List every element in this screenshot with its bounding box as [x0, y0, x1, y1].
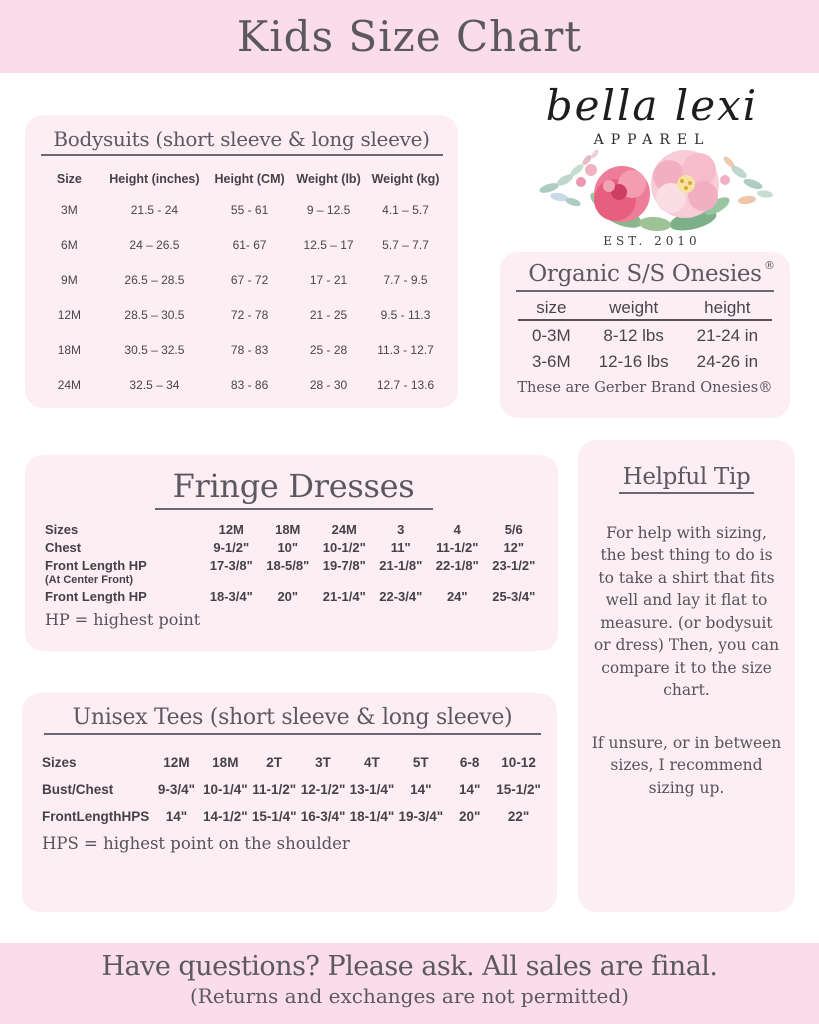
cell-value: 10-12 — [501, 755, 536, 770]
table-row — [45, 520, 542, 538]
cell-value: 19-7/8" — [322, 557, 366, 573]
brand-subtitle: APPAREL — [593, 132, 711, 148]
row-label: 6M — [61, 237, 78, 252]
row-label: Bust/Chest — [42, 782, 114, 797]
footer-returns-text: (Returns and exchanges are not permitted) — [190, 984, 629, 1008]
cell-value: 9-1/2" — [213, 539, 250, 555]
cell-value: 12-1/2" — [300, 782, 346, 797]
cell-value: 28 - 30 — [309, 377, 348, 392]
unisex-tees-section — [22, 693, 557, 912]
cell-value — [429, 574, 486, 587]
tip-paragraph-2: If unsure, or in between sizes, I recommend sizing up. — [591, 733, 782, 797]
fringe-title: Fringe Dresses — [172, 467, 415, 505]
organic-table — [518, 298, 772, 373]
brand-established: EST. 2010 — [603, 234, 701, 248]
tip-paragraph-1: For help with sizing, the best thing to do is to take a shirt that fits well and lay it flat to measure. (or bodysuit or dress) Then, you can compare it to the size chart. — [593, 524, 780, 700]
cell-value: 9.5 - 11.3 — [380, 307, 431, 322]
registered-trademark-symbol: ® — [763, 259, 775, 272]
table-row — [39, 192, 444, 227]
cell-value: 83 - 86 — [230, 377, 269, 392]
row-label: 3-6M — [531, 352, 571, 371]
cell-value — [486, 574, 543, 587]
table-row — [39, 367, 444, 402]
cell-value: 21-1/8" — [379, 557, 423, 573]
cell-value: 10-1/2" — [322, 539, 366, 555]
organic-title: Organic S/S Onesies ® — [528, 259, 775, 287]
cell-value: 28.5 – 30.5 — [124, 307, 185, 322]
unisex-title-rule — [44, 733, 541, 735]
bodysuits-table — [39, 164, 444, 402]
cell-value: 12.5 – 17 — [303, 237, 354, 252]
organic-title-rule — [516, 290, 774, 292]
cell-value: 17 - 21 — [309, 272, 348, 287]
cell-value: 12M — [163, 755, 190, 770]
cell-value: 24" — [446, 588, 468, 604]
table-row — [39, 297, 444, 332]
table-row — [45, 587, 542, 605]
cell-value: 61- 67 — [232, 237, 267, 252]
bodysuits-title: Bodysuits (short sleeve & long sleeve) — [53, 127, 430, 151]
top-banner — [0, 0, 819, 73]
table-row — [518, 347, 772, 373]
cell-value: 23-1/2" — [492, 557, 536, 573]
cell-value: 24-26 in — [696, 352, 759, 371]
row-label: 9M — [61, 272, 78, 287]
column-header: height — [683, 298, 772, 320]
row-label: 0-3M — [531, 326, 571, 345]
cell-value: 14" — [458, 782, 481, 797]
table-row — [45, 538, 542, 556]
bodysuits-section — [25, 115, 458, 408]
cell-value: 15-1/2" — [496, 782, 541, 797]
cell-value: 8-12 lbs — [603, 326, 664, 345]
cell-value: 22" — [507, 809, 530, 824]
column-header: weight — [585, 298, 683, 320]
cell-value: 18-1/4" — [349, 809, 395, 824]
cell-value: 3 — [397, 521, 405, 537]
table-row — [518, 320, 772, 347]
cell-value: 13-1/4" — [349, 782, 395, 797]
cell-value: 22-1/8" — [435, 557, 479, 573]
organic-footnote: These are Gerber Brand Onesies® — [517, 380, 773, 396]
cell-value: 9 – 12.5 — [306, 202, 351, 217]
fringe-table — [45, 520, 542, 605]
cell-value: 12.7 - 13.6 — [376, 377, 435, 392]
cell-value: 14-1/2" — [202, 809, 248, 824]
cell-value: 25 - 28 — [309, 342, 348, 357]
cell-value: 11-1/2" — [252, 782, 297, 797]
cell-value: 14" — [410, 782, 432, 797]
row-label: 3M — [61, 202, 78, 217]
table-row — [39, 332, 444, 367]
unisex-title: Unisex Tees (short sleeve & long sleeve) — [72, 705, 513, 730]
cell-value: 17-3/8" — [209, 557, 253, 573]
row-label: Front Length HP — [45, 588, 147, 604]
cell-value: 18M — [275, 521, 301, 537]
cell-value: 32.5 – 34 — [129, 377, 180, 392]
column-header: Size — [56, 172, 82, 186]
cell-value: 18M — [212, 755, 239, 770]
column-header: Height (CM) — [214, 172, 285, 186]
unisex-table — [42, 749, 543, 830]
cell-value: 18-5/8" — [266, 557, 310, 573]
cell-value: 7.7 - 9.5 — [383, 272, 428, 287]
row-label: (At Center Front) — [45, 574, 133, 586]
row-label: Front Length HP — [45, 557, 147, 573]
cell-value: 20" — [277, 588, 299, 604]
cell-value: 24M — [331, 521, 357, 537]
cell-value: 21.5 - 24 — [130, 202, 179, 217]
cell-value: 55 - 61 — [230, 202, 269, 217]
fringe-note: HP = highest point — [45, 610, 201, 629]
row-label: 18M — [57, 342, 82, 357]
table-row — [39, 262, 444, 297]
organic-onesies-section — [500, 252, 790, 418]
cell-value: 72 - 78 — [230, 307, 269, 322]
cell-value: 21-1/4" — [322, 588, 366, 604]
cell-value: 11.3 - 12.7 — [377, 342, 434, 357]
cell-value: 4 — [453, 521, 461, 537]
column-header: size — [518, 298, 585, 320]
column-header: Weight (lb) — [296, 172, 361, 186]
column-header: Weight (kg) — [371, 172, 440, 186]
column-header: Height (inches) — [109, 172, 200, 186]
fringe-dresses-section — [25, 455, 558, 651]
cell-value: 21-24 in — [696, 326, 759, 345]
cell-value: 20" — [458, 809, 481, 824]
cell-value: 15-1/4" — [251, 809, 297, 824]
cell-value: 2T — [266, 755, 283, 770]
cell-value: 67 - 72 — [230, 272, 269, 287]
tip-title: Helpful Tip — [619, 464, 755, 494]
cell-value: 4.1 – 5.7 — [382, 202, 429, 217]
cell-value: 12M — [218, 521, 244, 537]
cell-value: 19-3/4" — [398, 809, 444, 824]
cell-value: 14" — [165, 809, 188, 824]
cell-value — [373, 574, 430, 587]
row-label: Chest — [45, 539, 82, 555]
cell-value: 10-1/4" — [202, 782, 248, 797]
cell-value: 78 - 83 — [230, 342, 269, 357]
cell-value: 11-1/2" — [436, 539, 479, 555]
page-title: Kids Size Chart — [236, 12, 583, 61]
cell-value: 22-3/4" — [379, 588, 423, 604]
flower-bouquet-icon — [521, 142, 783, 234]
cell-value: 12-16 lbs — [598, 352, 669, 371]
cell-value: 26.5 – 28.5 — [124, 272, 185, 287]
unisex-note: HPS = highest point on the shoulder — [42, 834, 350, 853]
cell-value: 10" — [277, 539, 299, 555]
row-label: Sizes — [42, 755, 77, 770]
bottom-banner — [0, 943, 819, 1024]
footer-sales-text: Have questions? Please ask. All sales are final. — [101, 951, 718, 982]
cell-value: 16-3/4" — [300, 809, 346, 824]
table-header-row — [39, 164, 444, 192]
cell-value: 21 - 25 — [309, 307, 348, 322]
cell-value: 30.5 – 32.5 — [124, 342, 185, 357]
table-row — [39, 227, 444, 262]
fringe-title-rule — [155, 508, 433, 510]
table-row — [42, 803, 543, 830]
row-label: Sizes — [45, 521, 79, 537]
helpful-tip-section — [578, 440, 795, 912]
cell-value: 25-3/4" — [492, 588, 536, 604]
cell-value: 6-8 — [459, 755, 480, 770]
cell-value — [203, 574, 260, 587]
cell-value — [260, 574, 317, 587]
row-label: 24M — [57, 377, 82, 392]
cell-value: 18-3/4" — [209, 588, 253, 604]
table-row — [45, 574, 542, 587]
cell-value: 24 – 26.5 — [129, 237, 180, 252]
brand-logo — [502, 80, 802, 248]
cell-value: 9-3/4" — [157, 782, 196, 797]
table-header-row — [518, 298, 772, 320]
table-row — [42, 776, 543, 803]
cell-value: 5.7 – 7.7 — [382, 237, 429, 252]
table-row — [45, 556, 542, 574]
brand-name: bella lexi — [545, 81, 759, 130]
cell-value — [316, 574, 373, 587]
row-label: FrontLengthHPS — [42, 809, 150, 824]
cell-value: 11" — [390, 539, 411, 555]
cell-value: 12" — [503, 539, 525, 555]
table-row — [42, 749, 543, 776]
bodysuits-title-rule — [41, 154, 443, 156]
cell-value: 3T — [315, 755, 331, 770]
row-label: 12M — [57, 307, 82, 322]
cell-value: 4T — [364, 755, 380, 770]
cell-value: 5T — [412, 755, 429, 770]
cell-value: 5/6 — [504, 521, 523, 537]
